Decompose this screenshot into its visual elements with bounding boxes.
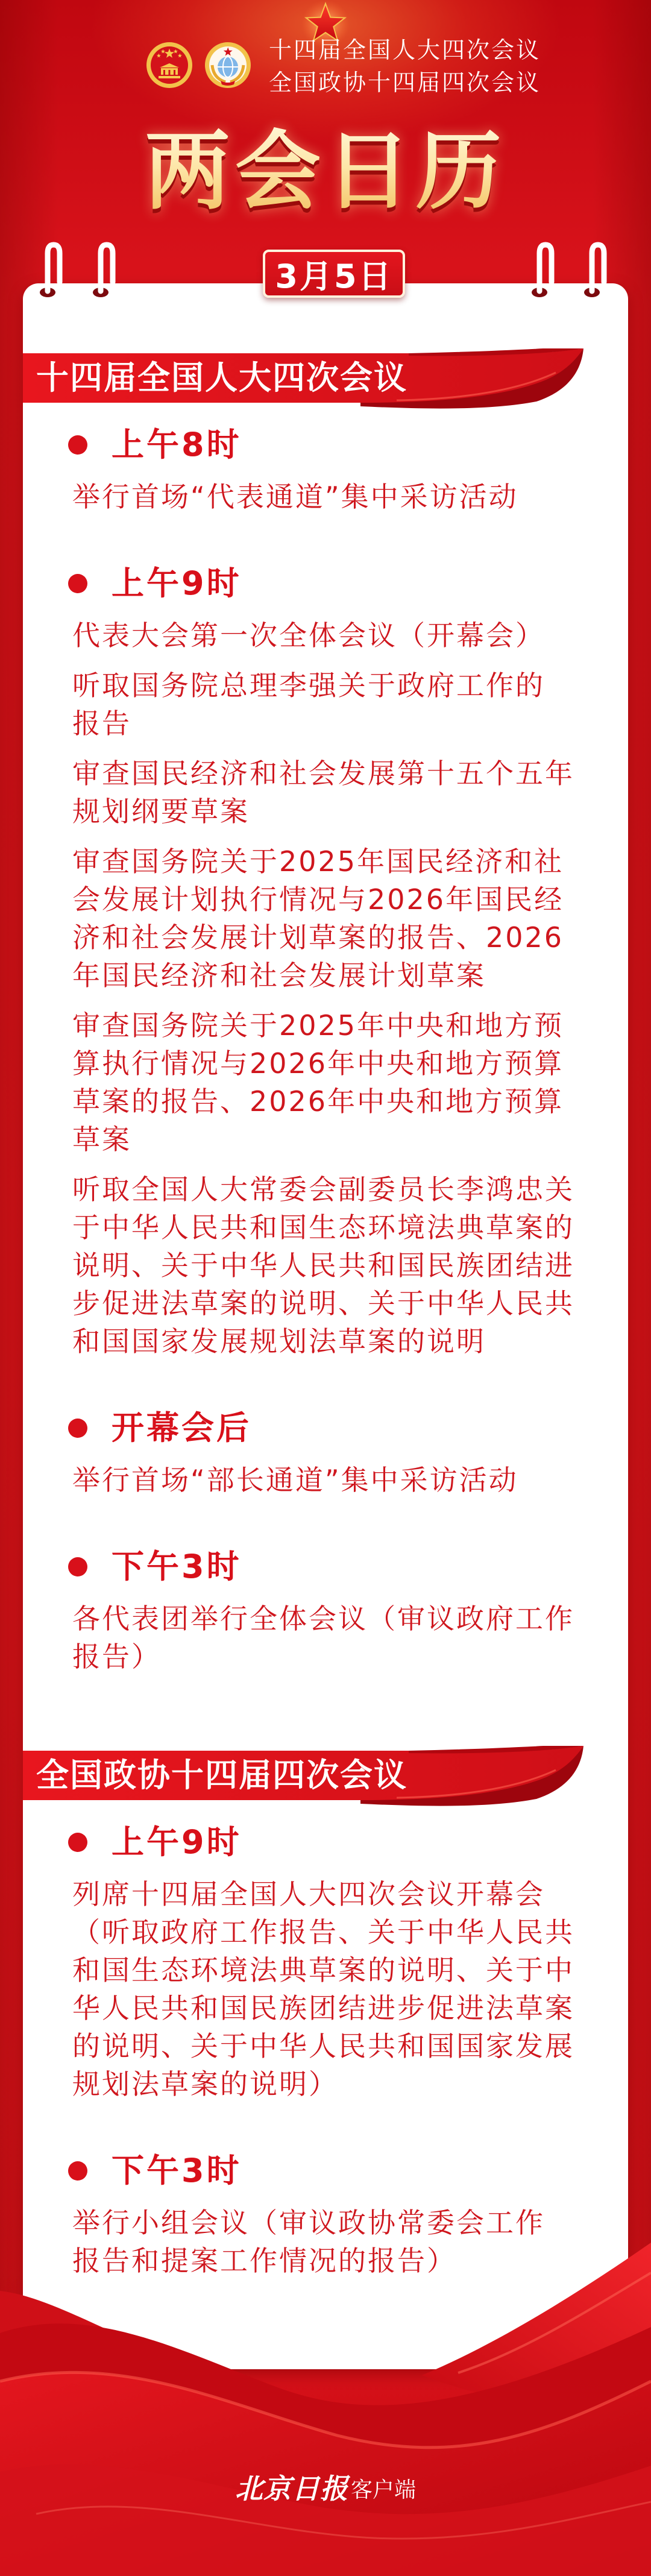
agenda-line: 于中华人民共和国生态环境法典草案的 [72, 1211, 574, 1244]
agenda-line: 济和社会发展计划草案的报告、2026 [72, 921, 564, 954]
agenda-item [23, 1171, 628, 1361]
agenda-line: 算执行情况与2026年中央和地方预算 [72, 1047, 564, 1080]
agenda-line: 年国民经济和社会发展计划草案 [72, 959, 486, 992]
agenda-group [23, 1409, 628, 1499]
time-label: 上午9时 [112, 564, 242, 602]
bullet-icon [68, 435, 87, 455]
agenda-line: 报告 [72, 707, 131, 740]
national-emblem-icon [145, 41, 193, 89]
time-heading [23, 2152, 628, 2190]
meeting-names [269, 34, 541, 99]
agenda-item [23, 1461, 628, 1499]
agenda-line: 听取国务院总理李强关于政府工作的 [72, 669, 545, 702]
time-label: 下午3时 [112, 1548, 242, 1586]
agenda-line: 和国国家发展规划法草案的说明 [72, 1325, 486, 1358]
red-flag-waves [0, 2231, 651, 2576]
agenda-group [23, 1548, 628, 1676]
agenda-line: 举行小组会议（审议政协常委会工作 [72, 2206, 545, 2239]
agenda-groups [23, 1800, 628, 2280]
agenda-groups [23, 403, 628, 1676]
time-heading [23, 1409, 628, 1447]
cppcc-emblem-icon [204, 41, 252, 89]
section-title: 十四届全国人大四次会议 [36, 359, 407, 397]
agenda-line: 规划纲要草案 [72, 795, 250, 828]
time-heading [23, 426, 628, 464]
agenda-line: 举行首场“代表通道”集中采访活动 [72, 480, 518, 513]
brand-sub: 客户端 [350, 2478, 416, 2502]
agenda-line: 规划法草案的说明） [72, 2068, 338, 2100]
bullet-icon [68, 574, 87, 593]
agenda-item [23, 667, 628, 743]
section-banner [23, 353, 583, 403]
bullet-icon [68, 1419, 87, 1438]
agenda-group [23, 564, 628, 1361]
agenda-line: 列席十四届全国人大四次会议开幕会 [72, 1878, 545, 1910]
agenda-item [23, 755, 628, 831]
agenda-item [23, 617, 628, 655]
time-heading [23, 1823, 628, 1861]
agenda-line: 说明、关于中华人民共和国民族团结进 [72, 1249, 574, 1282]
agenda-line: 代表大会第一次全体会议（开幕会） [72, 619, 545, 652]
bullet-icon [68, 1833, 87, 1852]
time-heading [23, 1548, 628, 1586]
agenda-item [23, 478, 628, 516]
time-label: 下午3时 [112, 2152, 242, 2190]
page-title: 两会日历 [0, 124, 651, 220]
agenda-line: 和国生态环境法典草案的说明、关于中 [72, 1954, 574, 1986]
agenda-line: 审查国民经济和社会发展第十五个五年 [72, 757, 574, 790]
agenda-line: 草案的报告、2026年中央和地方预算 [72, 1085, 564, 1118]
agenda-line: 华人民共和国民族团结进步促进法草案 [72, 1992, 574, 2024]
brand-logo [0, 2471, 651, 2507]
agenda-item [23, 1007, 628, 1159]
agenda-line: 草案 [72, 1123, 131, 1156]
time-label: 开幕会后 [112, 1409, 251, 1447]
section-cppcc [23, 1751, 628, 2280]
time-label: 上午8时 [112, 426, 242, 464]
brand-main: 北京日报 [234, 2472, 348, 2505]
bullet-icon [68, 2161, 87, 2181]
meeting-line-cppcc: 全国政协十四届四次会议 [269, 69, 541, 96]
bullet-icon [68, 1557, 87, 1576]
agenda-item [23, 843, 628, 995]
agenda-group [23, 1823, 628, 2103]
agenda-line: 会发展计划执行情况与2026年国民经 [72, 883, 564, 916]
agenda-line: 报告和提案工作情况的报告） [72, 2244, 456, 2277]
agenda-line: （听取政府工作报告、关于中华人民共 [72, 1916, 574, 1948]
time-label: 上午9时 [112, 1823, 242, 1861]
agenda-item [23, 1875, 628, 2103]
section-npc [23, 353, 628, 1676]
agenda-line: 审查国务院关于2025年中央和地方预 [72, 1009, 564, 1042]
date-badge: 3月5日 [263, 250, 405, 298]
time-heading [23, 564, 628, 602]
agenda-line: 听取全国人大常委会副委员长李鸿忠关 [72, 1173, 574, 1206]
agenda-line: 各代表团举行全体会议（审议政府工作 [72, 1602, 574, 1635]
section-title: 全国政协十四届四次会议 [36, 1756, 407, 1794]
agenda-group [23, 426, 628, 516]
agenda-line: 步促进法草案的说明、关于中华人民共 [72, 1287, 574, 1320]
agenda-line: 举行首场“部长通道”集中采访活动 [72, 1464, 518, 1496]
section-banner [23, 1751, 583, 1800]
schedule-card [23, 283, 628, 2369]
meeting-line-npc: 十四届全国人大四次会议 [269, 37, 541, 63]
agenda-line: 的说明、关于中华人民共和国国家发展 [72, 2030, 574, 2062]
agenda-line: 审查国务院关于2025年国民经济和社 [72, 845, 564, 878]
agenda-item [23, 1600, 628, 1676]
agenda-line: 报告） [72, 1640, 161, 1673]
